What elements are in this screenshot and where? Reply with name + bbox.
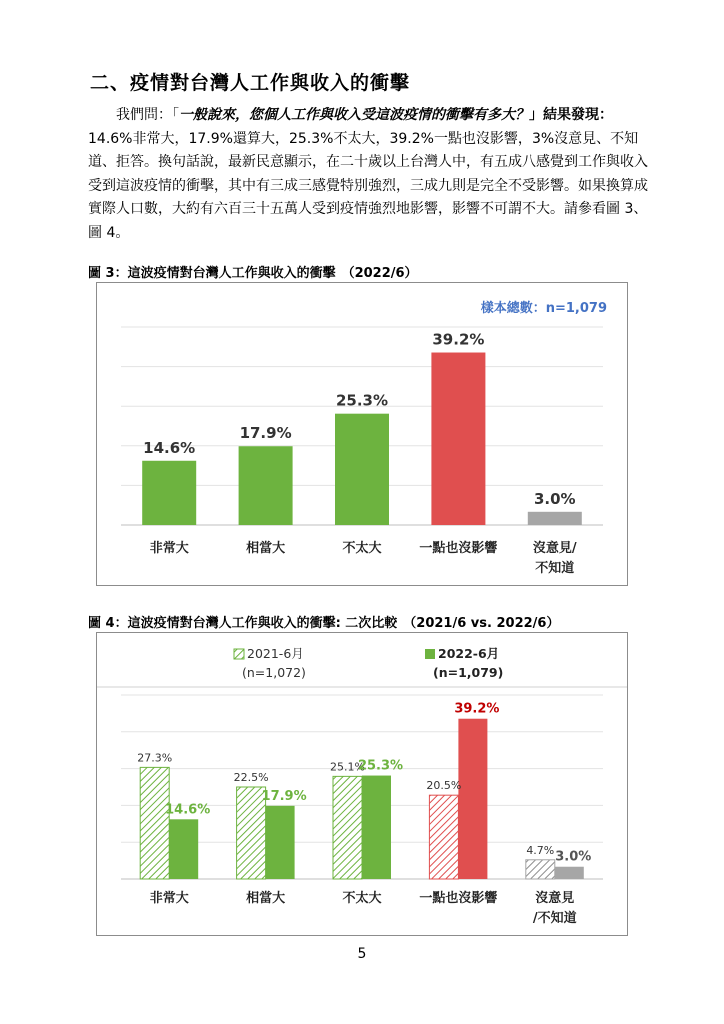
c2-bar-2022 [555,867,584,879]
c1-value-label: 25.3% [335,391,389,410]
c2-value-label-2021: 4.7% [526,843,555,857]
c2-bar-2022 [169,819,198,879]
figure4-caption-year: （2021/6 vs. 2022/6） [403,616,560,631]
page-number: 5 [357,946,367,962]
c2-category-label: 相當大 [246,891,286,906]
text-1: 非常大， [132,130,189,147]
c2-bar-2021 [333,776,362,879]
c2-value-label-2022: 3.0% [555,849,592,865]
c1-bar [528,512,582,525]
c2-value-label-2022: 14.6% [165,802,211,818]
section-heading: 二、疫情對台灣人工作與收入的衝擊 [90,72,411,94]
figure3-caption-year: （2022/6） [341,266,418,281]
figure4-svg [97,633,627,935]
c2-value-label-2021: 25.1% [330,760,365,774]
c1-category-label: 沒意見/不知道 [532,541,577,576]
c1-value-label: 39.2% [432,330,485,349]
stat-1: 14.6% [88,130,133,147]
c2-bar-2021 [526,860,555,879]
stat-5: 3% [531,130,555,147]
figure4-chart [96,632,628,936]
c1-bar [335,414,389,525]
legend-n-2022: (n=1,079) [433,665,504,680]
survey-question: 一般說來，您個人工作與收入受這波疫情的衝擊有多大？ [179,107,529,123]
c2-value-label-2022: 39.2% [454,701,500,717]
text-5: 沒意見、不知道、拒答。換句話說，最新民意顯示，在二十歲以上台灣人中，有五成八感覺到工作與收入受到這波疫情的衝擊，其中有三成三感覺特別強烈，三成九則是完全不受影響。如果換算成實際人口數，大約有六百三十五萬人受到疫情強烈地影響，影響不可謂不大。請參看圖 3、圖 4。 [88,130,648,241]
figure3-caption [88,262,418,281]
c1-category-label: 非常大 [149,541,189,556]
figure3-chart [96,282,628,586]
c1-bar [431,353,485,525]
legend-swatch-2022 [425,649,435,659]
body-paragraph [88,104,648,245]
text-2: 還算大， [232,130,289,147]
c1-value-label: 3.0% [533,489,576,508]
c1-category-label: 不太大 [342,541,382,556]
para-close: 」結果發現： [529,107,613,123]
c1-category-label: 相當大 [246,541,286,556]
figure3-caption-text: 圖 3：這波疫情對台灣人工作與收入的衝擊 [88,266,336,281]
figure4-caption [88,612,559,631]
c2-value-label-2022: 17.9% [261,788,307,804]
para-intro: 我們問：「 [116,107,179,123]
c2-category-label: 一點也沒影響 [419,891,498,906]
c2-value-label-2021: 27.3% [137,751,173,765]
text-3: 不太大， [333,130,390,147]
sample-size: 樣本總數：n=1,079 [480,301,607,316]
legend-label-2021: 2021-6月 [247,646,304,661]
stat-4: 39.2% [389,130,434,147]
stat-2: 17.9% [188,130,233,147]
c1-category-label: 一點也沒影響 [419,541,498,556]
legend-label-2022: 2022-6月 [438,646,500,661]
text-4: 一點也沒影響， [433,130,532,147]
stat-3: 25.3% [288,130,334,147]
c2-bar-2022 [458,719,487,879]
c2-value-label-2022: 25.3% [357,758,404,774]
c2-bar-2022 [362,776,391,879]
c2-category-label: 不太大 [342,891,382,906]
c2-bar-2022 [266,806,295,879]
c2-value-label-2021: 20.5% [426,779,462,793]
legend-n-2021: (n=1,072) [242,665,306,680]
c2-value-label-2021: 22.5% [233,771,269,784]
c2-bar-2021 [140,767,169,879]
c2-category-label: 非常大 [149,891,189,906]
c1-value-label: 14.6% [143,438,196,457]
c2-category-label: 沒意見/不知道 [532,891,577,926]
figure3-svg [97,283,627,585]
legend-swatch-2021 [234,649,244,659]
c1-bar [239,446,293,525]
c1-value-label: 17.9% [239,424,292,443]
c2-bar-2021 [429,795,458,879]
figure4-caption-text: 圖 4：這波疫情對台灣人工作與收入的衝擊: 二次比較 [88,616,398,631]
c1-bar [142,461,196,525]
